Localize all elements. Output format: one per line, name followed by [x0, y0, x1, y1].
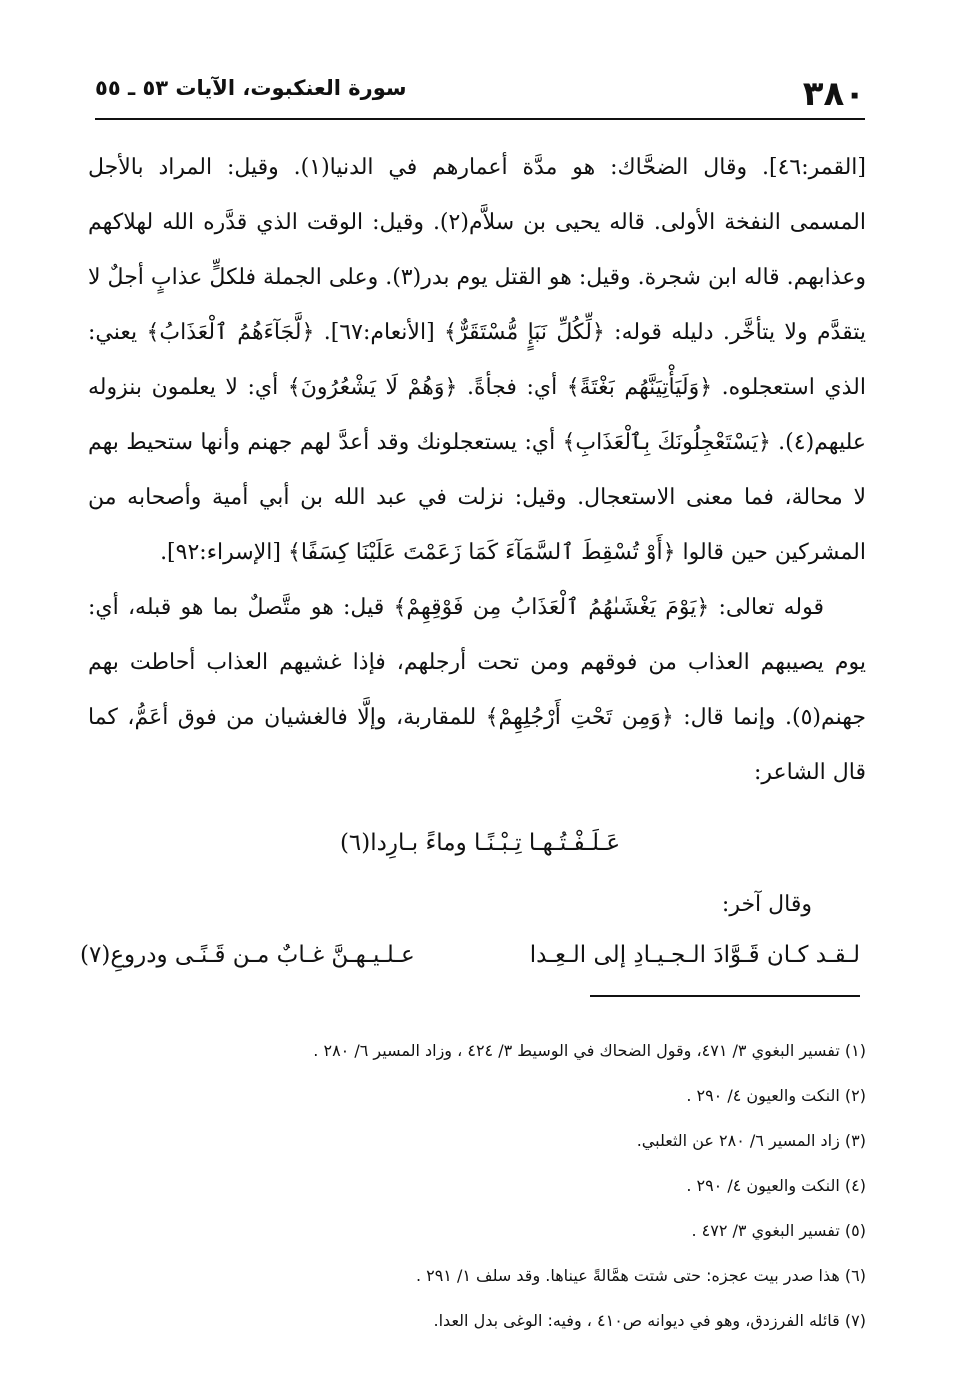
- poetry-verse-1: عَـلَـفْـتُـهـا تِـبْـنًـا وماءً بـارِدا(٦): [339, 830, 621, 856]
- verse-first-hemistich: لـقـد كـان قَـوَّادَ الـجـيـادِ إلى الـعِـدا: [529, 942, 860, 968]
- paragraph-2: قوله تعالى: ﴿يَوْمَ يَغْشَىٰهُمُ ٱلْعَذَابُ مِن فَوْقِهِمْ﴾ قيل: هو متَّصلٌ بما هو قبله، أي: يوم يصيبهم العذاب من فوقهم ومن تحت أرجلهم، فإذا غشيهم العذاب أحاطت بهم جهنم(٥). وإنما قال: ﴿وَمِن تَحْتِ أَرْجُلِهِمْ﴾ للمقاربة، وإلَّا فالغشيان من فوق أعَمُّ، كما قال الشاعر:: [88, 595, 866, 785]
- footnote: (٥) تفسير البغوي ٣/ ٤٧٢ .: [691, 1221, 866, 1240]
- footnote: (٧) قائله الفرزدق، وهو في ديوانه ص٤١٠ ، وفيه: الوغى بدل العدا.: [433, 1311, 866, 1330]
- footnote: (١) تفسير البغوي ٣/ ٤٧١، وقول الضحاك في الوسيط ٣/ ٤٢٤ ، وزاد المسير ٦/ ٢٨٠ .: [313, 1041, 866, 1060]
- poetry-verse-2: [80, 930, 860, 982]
- page-number: ٣٨٠: [802, 74, 865, 114]
- running-head: سورة العنكبوت، الآيات ٥٣ ـ ٥٥: [95, 76, 407, 100]
- paragraph-1: [القمر:٤٦]. وقال الضحَّاك: هو مدَّة أعمارهم في الدنيا(١). وقيل: المراد بالأجل المسمى النفخة الأولى. قاله يحيى بن سلاَّم(٢). وقيل: الوقت الذي قدَّره الله لهلاكهم وعذابهم. قاله ابن شجرة. وقيل: هو القتل يوم بدر(٣). وعلى الجملة فلكلٍّ عذابٍ أجلٌ لا يتقدَّم ولا يتأخَّر. دليله قوله: ﴿لِّكُلِّ نَبَإٍ مُّسْتَقَرٌّ﴾ [الأنعام:٦٧]. ﴿لَّجَآءَهُمُ ٱلْعَذَابُ﴾ يعني: الذي استعجلوه. ﴿وَلَيَأْتِيَنَّهُم بَغْتَةً﴾ أي: فجأةً. ﴿وَهُمْ لَا يَشْعُرُونَ﴾ أي: لا يعلمون بنزوله عليهم(٤). ﴿يَسْتَعْجِلُونَكَ بِٱلْعَذَابِ﴾ أي: يستعجلونك وقد أعدَّ لهم جهنم وأنها ستحيط بهم لا محالة، فما معنى الاستعجال. وقيل: نزلت في عبد الله بن أبي أمية وأصحابه من المشركين حين قالوا ﴿أَوْ تُسْقِطَ ٱلسَّمَآءَ كَمَا زَعَمْتَ عَلَيْنَا كِسَفًا﴾ [الإسراء:٩٢].: [88, 155, 866, 565]
- verse-second-hemistich: عـلـيـهـنَّ غـابٌ مـن قَـنًـى ودروعِ(٧): [80, 942, 415, 968]
- footnote-separator: [590, 995, 860, 997]
- footnote: (٣) زاد المسير ٦/ ٢٨٠ عن الثعلبي.: [636, 1131, 866, 1150]
- page-header: [95, 62, 865, 120]
- footnotes: [120, 1028, 866, 1343]
- footnote: (٦) هذا صدر بيت عجزه: حتى شتت همَّالةً عيناها. وقد سلف ١/ ٢٩١ .: [415, 1266, 866, 1285]
- footnote: (٢) النكت والعيون ٤/ ٢٩٠ .: [686, 1086, 866, 1105]
- verse-intro: وقال آخر:: [721, 892, 812, 917]
- body-text: [88, 140, 866, 800]
- footnote: (٤) النكت والعيون ٤/ ٢٩٠ .: [686, 1176, 866, 1195]
